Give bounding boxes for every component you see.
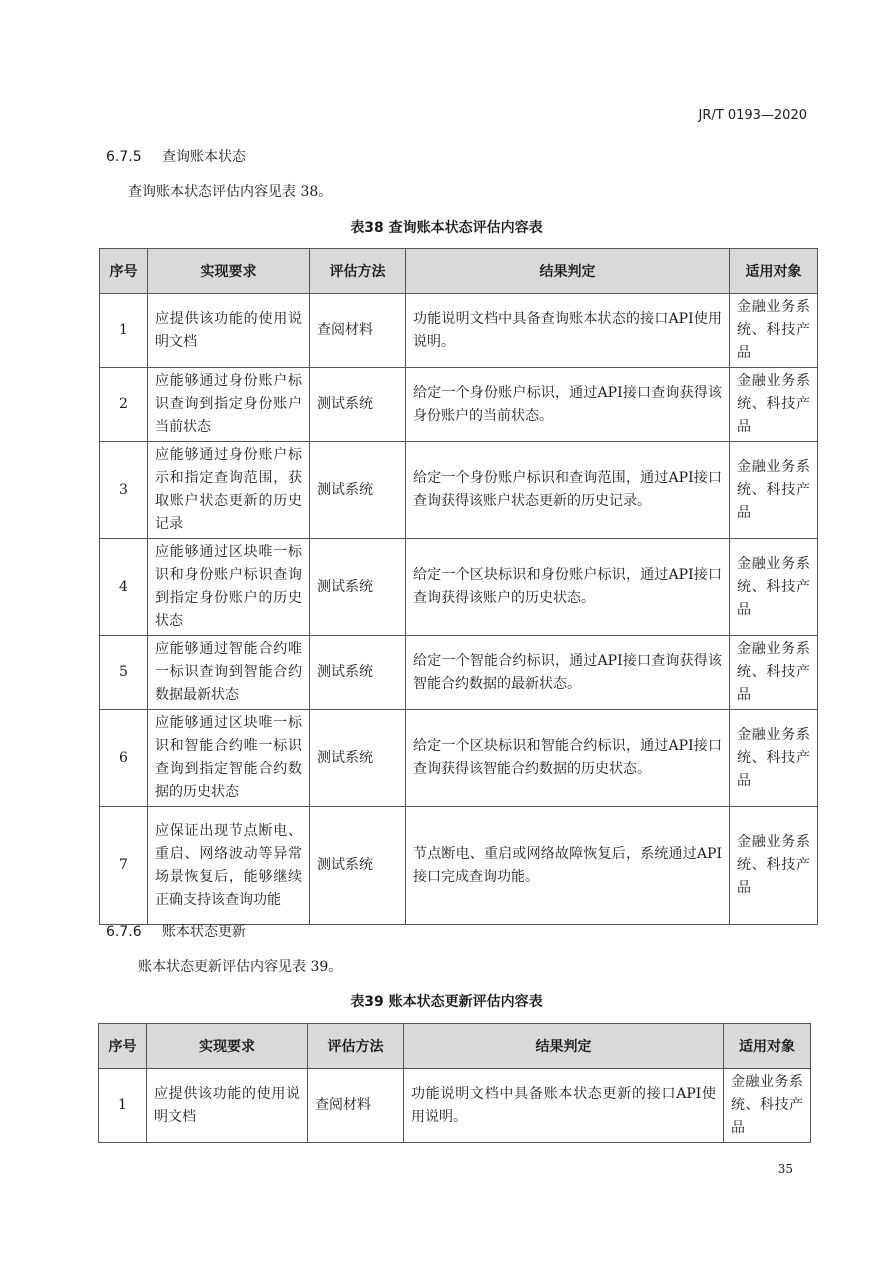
cell-target: 金融业务系统、科技产品	[730, 442, 818, 539]
table-39	[98, 1023, 811, 1143]
section-heading-6-7-5	[106, 146, 246, 166]
cell-requirement: 应提供该功能的使用说明文档	[148, 294, 310, 368]
cell-number: 7	[100, 807, 148, 925]
cell-number: 1	[100, 294, 148, 368]
cell-target: 金融业务系统、科技产品	[730, 294, 818, 368]
column-header: 实现要求	[148, 249, 310, 294]
cell-method: 测试系统	[310, 442, 406, 539]
cell-result: 给定一个智能合约标识，通过API接口查询获得该智能合约数据的最新状态。	[406, 636, 730, 710]
cell-result: 功能说明文档中具备查询账本状态的接口API使用说明。	[406, 294, 730, 368]
table-row	[100, 442, 818, 539]
cell-target: 金融业务系统、科技产品	[730, 368, 818, 442]
column-header: 结果判定	[406, 249, 730, 294]
table-caption-38: 表38 查询账本状态评估内容表	[350, 220, 543, 236]
column-header: 适用对象	[724, 1024, 811, 1069]
column-header: 结果判定	[404, 1024, 724, 1069]
cell-requirement: 应提供该功能的使用说明文档	[147, 1069, 308, 1143]
table-caption-39: 表39 账本状态更新评估内容表	[350, 994, 543, 1010]
cell-result: 给定一个身份账户标识，通过API接口查询获得该身份账户的当前状态。	[406, 368, 730, 442]
section-title: 查询账本状态	[162, 149, 246, 165]
cell-requirement: 应能够通过区块唯一标识和身份账户标识查询到指定身份账户的历史状态	[148, 539, 310, 636]
cell-number: 5	[100, 636, 148, 710]
column-header: 实现要求	[147, 1024, 308, 1069]
cell-target: 金融业务系统、科技产品	[730, 636, 818, 710]
cell-requirement: 应能够通过区块唯一标识和智能合约唯一标识查询到指定智能合约数据的历史状态	[148, 710, 310, 807]
cell-target: 金融业务系统、科技产品	[730, 539, 818, 636]
table-row	[100, 539, 818, 636]
cell-requirement: 应保证出现节点断电、重启、网络波动等异常场景恢复后，能够继续正确支持该查询功能	[148, 807, 310, 925]
cell-number: 4	[100, 539, 148, 636]
cell-requirement: 应能够通过身份账户标示和指定查询范围，获取账户状态更新的历史记录	[148, 442, 310, 539]
cell-result: 给定一个区块标识和身份账户标识，通过API接口查询获得该账户的历史状态。	[406, 539, 730, 636]
cell-result: 给定一个身份账户标识和查询范围，通过API接口查询获得该账户状态更新的历史记录。	[406, 442, 730, 539]
table-row	[100, 807, 818, 925]
section-number: 6.7.5	[106, 149, 142, 165]
document-code: JR/T 0193—2020	[698, 108, 807, 123]
page-number: 35	[777, 1162, 793, 1176]
table-row	[99, 1069, 811, 1143]
cell-method: 查阅材料	[308, 1069, 404, 1143]
cell-target: 金融业务系统、科技产品	[730, 710, 818, 807]
column-header: 序号	[99, 1024, 147, 1069]
cell-number: 3	[100, 442, 148, 539]
cell-result: 节点断电、重启或网络故障恢复后，系统通过API接口完成查询功能。	[406, 807, 730, 925]
cell-target: 金融业务系统、科技产品	[724, 1069, 811, 1143]
column-header: 评估方法	[308, 1024, 404, 1069]
cell-result: 功能说明文档中具备账本状态更新的接口API使用说明。	[404, 1069, 724, 1143]
cell-number: 6	[100, 710, 148, 807]
section-number: 6.7.6	[106, 924, 142, 940]
cell-method: 测试系统	[310, 807, 406, 925]
cell-result: 给定一个区块标识和智能合约标识，通过API接口查询获得该智能合约数据的历史状态。	[406, 710, 730, 807]
cell-method: 测试系统	[310, 710, 406, 807]
cell-target: 金融业务系统、科技产品	[730, 807, 818, 925]
table-38	[99, 248, 818, 925]
cell-number: 1	[99, 1069, 147, 1143]
table-header-row	[99, 1024, 811, 1069]
table-header-row	[100, 249, 818, 294]
cell-requirement: 应能够通过身份账户标识查询到指定身份账户当前状态	[148, 368, 310, 442]
column-header: 序号	[100, 249, 148, 294]
section-title: 账本状态更新	[162, 924, 246, 940]
table-row	[100, 294, 818, 368]
cell-method: 测试系统	[310, 368, 406, 442]
section-intro: 账本状态更新评估内容见表 39。	[138, 959, 343, 975]
cell-method: 测试系统	[310, 539, 406, 636]
table-row	[100, 710, 818, 807]
section-intro: 查询账本状态评估内容见表 38。	[128, 184, 333, 200]
cell-method: 测试系统	[310, 636, 406, 710]
cell-requirement: 应能够通过智能合约唯一标识查询到智能合约数据最新状态	[148, 636, 310, 710]
cell-method: 查阅材料	[310, 294, 406, 368]
table-row	[100, 368, 818, 442]
table-row	[100, 636, 818, 710]
column-header: 评估方法	[310, 249, 406, 294]
section-heading-6-7-6	[106, 921, 246, 941]
column-header: 适用对象	[730, 249, 818, 294]
cell-number: 2	[100, 368, 148, 442]
